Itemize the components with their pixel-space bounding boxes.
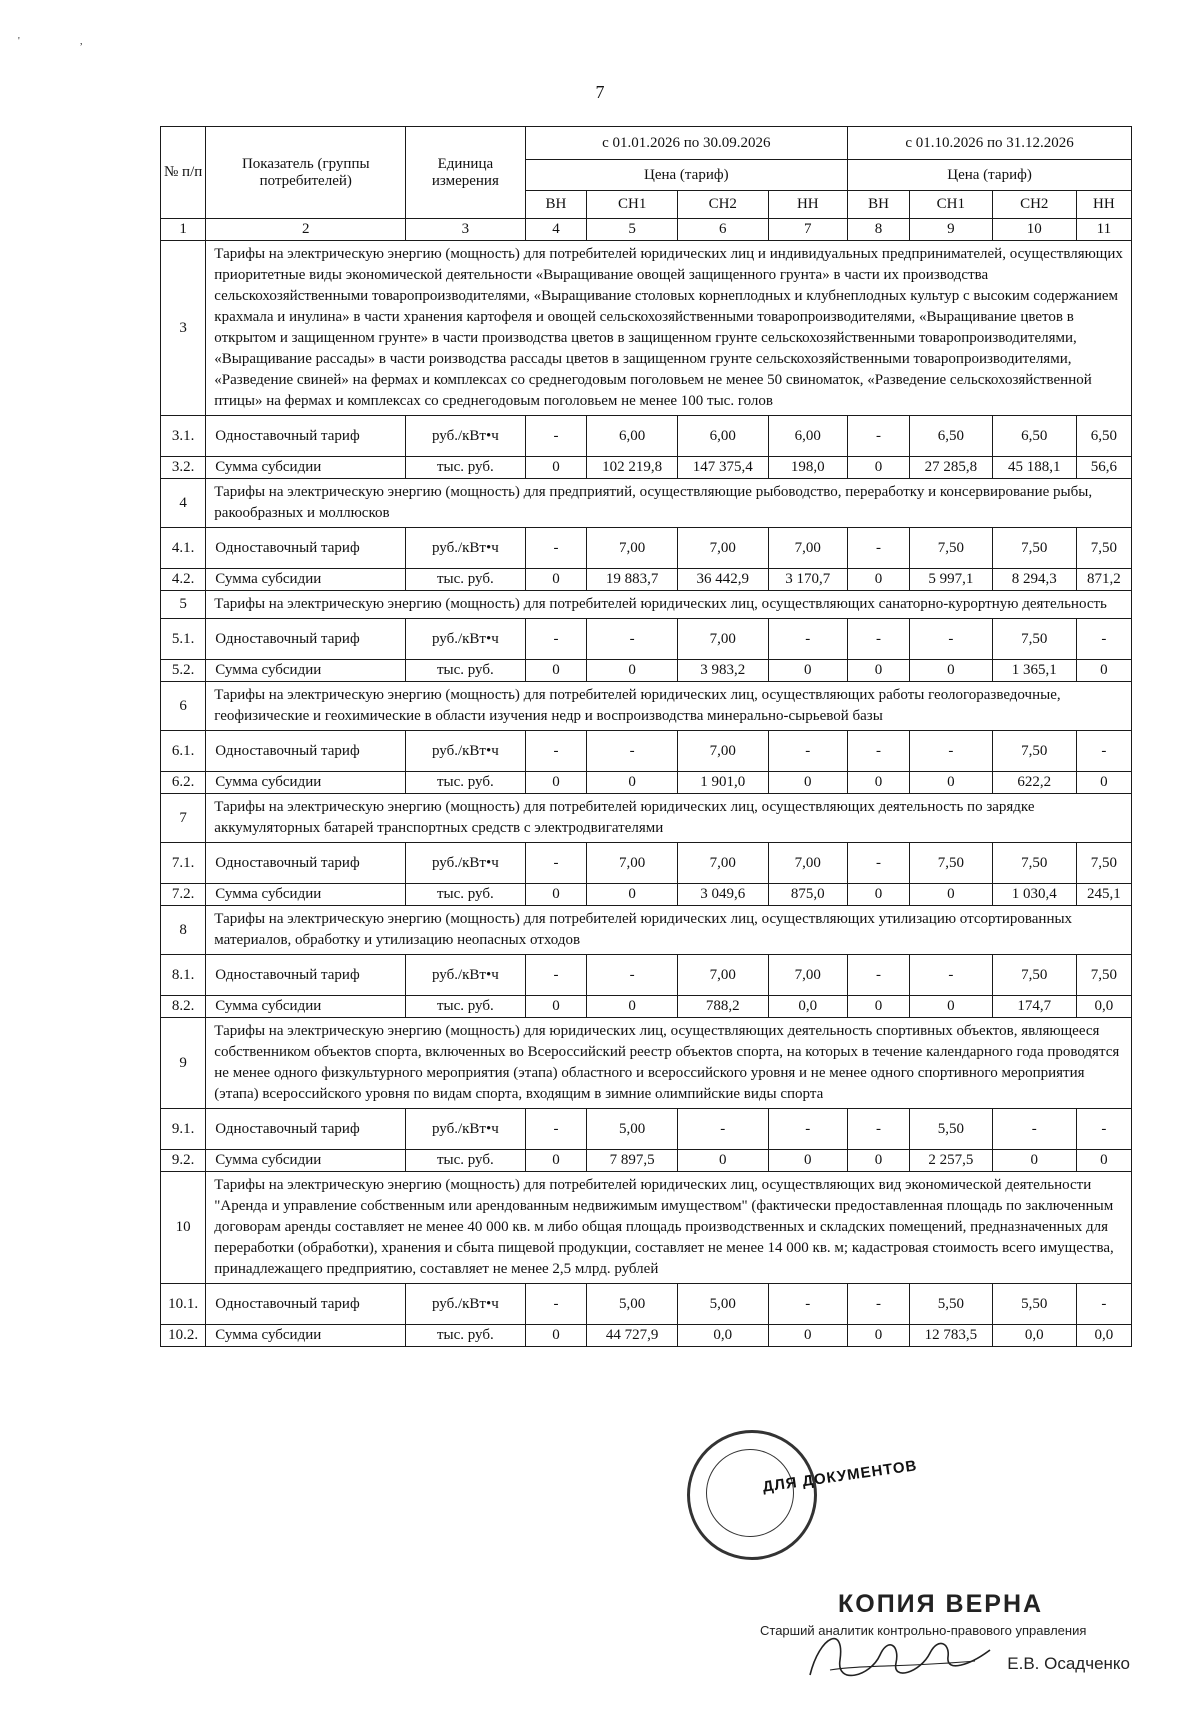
header-period-2: с 01.10.2026 по 31.12.2026 (848, 127, 1132, 160)
value-cell: 5,00 (587, 1284, 678, 1325)
certifier-role: Старший аналитик контрольно-правового управления (760, 1623, 1087, 1638)
row-number: 4.1. (161, 528, 206, 569)
round-seal (687, 1430, 817, 1560)
row-number: 6.2. (161, 772, 206, 794)
value-cell: 0 (525, 1325, 587, 1347)
subsidy-row (161, 660, 1132, 682)
value-cell: 1 030,4 (992, 884, 1076, 906)
value-cell: 1 901,0 (677, 772, 768, 794)
row-unit: тыс. руб. (406, 457, 525, 479)
value-cell: 0 (848, 457, 910, 479)
value-cell: - (848, 955, 910, 996)
value-cell: 7,50 (992, 619, 1076, 660)
value-cell: 0 (1076, 660, 1131, 682)
value-cell: 7,50 (1076, 528, 1131, 569)
value-cell: 0 (768, 660, 848, 682)
value-cell: - (1076, 731, 1131, 772)
row-indicator: Одноставочный тариф (206, 619, 406, 660)
value-cell: 0 (848, 1150, 910, 1172)
page-number: 7 (595, 82, 605, 102)
value-cell: - (848, 528, 910, 569)
row-unit: руб./кВт•ч (406, 1284, 525, 1325)
value-cell: - (848, 416, 910, 457)
value-cell: 8 294,3 (992, 569, 1076, 591)
value-cell: 0 (909, 996, 992, 1018)
row-indicator: Сумма субсидии (206, 772, 406, 794)
tariff-row (161, 955, 1132, 996)
handwritten-signature (800, 1615, 1000, 1695)
row-unit: тыс. руб. (406, 569, 525, 591)
row-indicator: Сумма субсидии (206, 660, 406, 682)
value-cell: 5 997,1 (909, 569, 992, 591)
value-cell: 7,00 (587, 843, 678, 884)
value-cell: - (848, 619, 910, 660)
subsidy-row (161, 569, 1132, 591)
section-row (161, 1018, 1132, 1109)
column-number: 8 (848, 219, 910, 241)
row-indicator: Одноставочный тариф (206, 1109, 406, 1150)
value-cell: 0 (909, 772, 992, 794)
value-cell: 5,00 (677, 1284, 768, 1325)
value-cell: 7,50 (909, 528, 992, 569)
header-level: СН1 (587, 191, 678, 219)
row-unit: тыс. руб. (406, 660, 525, 682)
subsidy-row (161, 1150, 1132, 1172)
row-unit: тыс. руб. (406, 772, 525, 794)
value-cell: - (848, 731, 910, 772)
value-cell: 198,0 (768, 457, 848, 479)
row-unit: тыс. руб. (406, 884, 525, 906)
value-cell: 12 783,5 (909, 1325, 992, 1347)
value-cell: 0 (587, 996, 678, 1018)
value-cell: 5,50 (909, 1284, 992, 1325)
value-cell: - (525, 1284, 587, 1325)
value-cell: 0 (848, 772, 910, 794)
row-number: 9.1. (161, 1109, 206, 1150)
tariff-row (161, 1284, 1132, 1325)
row-unit: руб./кВт•ч (406, 731, 525, 772)
row-number: 8.2. (161, 996, 206, 1018)
value-cell: 2 257,5 (909, 1150, 992, 1172)
value-cell: 7,00 (677, 843, 768, 884)
value-cell: 7,00 (768, 528, 848, 569)
value-cell: 147 375,4 (677, 457, 768, 479)
tariff-row (161, 528, 1132, 569)
value-cell: 0 (587, 772, 678, 794)
row-indicator: Одноставочный тариф (206, 843, 406, 884)
value-cell: 19 883,7 (587, 569, 678, 591)
section-number: 10 (161, 1172, 206, 1284)
value-cell: 45 188,1 (992, 457, 1076, 479)
row-unit: руб./кВт•ч (406, 619, 525, 660)
row-number: 5.1. (161, 619, 206, 660)
value-cell: 7,50 (909, 843, 992, 884)
row-number: 8.1. (161, 955, 206, 996)
tariff-row (161, 1109, 1132, 1150)
stamp-text: ДЛЯ ДОКУМЕНТОВ (761, 1457, 919, 1496)
value-cell: - (768, 1109, 848, 1150)
subsidy-row (161, 1325, 1132, 1347)
tariff-row (161, 416, 1132, 457)
value-cell: - (768, 619, 848, 660)
value-cell: 5,00 (587, 1109, 678, 1150)
value-cell: - (1076, 619, 1131, 660)
row-number: 4.2. (161, 569, 206, 591)
section-description: Тарифы на электрическую энергию (мощность) для предприятий, осуществляющие рыбоводство, переработку и консервирование рыбы, ракообразных и моллюсков (206, 479, 1132, 528)
value-cell: 7,00 (677, 619, 768, 660)
section-number: 9 (161, 1018, 206, 1109)
value-cell: 0 (525, 569, 587, 591)
row-unit: тыс. руб. (406, 1150, 525, 1172)
row-unit: руб./кВт•ч (406, 528, 525, 569)
row-indicator: Одноставочный тариф (206, 416, 406, 457)
row-indicator: Сумма субсидии (206, 569, 406, 591)
value-cell: 245,1 (1076, 884, 1131, 906)
row-number: 9.2. (161, 1150, 206, 1172)
value-cell: 1 365,1 (992, 660, 1076, 682)
value-cell: 0 (768, 1150, 848, 1172)
value-cell: - (768, 731, 848, 772)
column-number: 11 (1076, 219, 1131, 241)
subsidy-row (161, 884, 1132, 906)
section-description: Тарифы на электрическую энергию (мощность) для юридических лиц, осуществляющих деятельность спортивных объектов, являющееся собственником объектов спорта, включенных во Всероссийский реестр объектов спорта, на которых в течение календарного года проводятся не менее одного физкультурного мероприятия (этапа) областного и всероссийского уровня и не менее одного спортивного мероприятия (этапа) всероссийского уровня по видам спорта, входящим в зимние олимпийские виды спорта (206, 1018, 1132, 1109)
value-cell: 5,50 (992, 1284, 1076, 1325)
value-cell: 7,00 (677, 955, 768, 996)
value-cell: 788,2 (677, 996, 768, 1018)
value-cell: 7,50 (992, 843, 1076, 884)
section-row (161, 682, 1132, 731)
header-num: № п/п (161, 127, 206, 219)
subsidy-row (161, 772, 1132, 794)
header-level: СН1 (909, 191, 992, 219)
section-number: 4 (161, 479, 206, 528)
value-cell: - (848, 843, 910, 884)
header-unit: Единица измерения (406, 127, 525, 219)
subsidy-row (161, 996, 1132, 1018)
section-row (161, 479, 1132, 528)
row-number: 5.2. (161, 660, 206, 682)
value-cell: 174,7 (992, 996, 1076, 1018)
tariff-row (161, 619, 1132, 660)
value-cell: 0 (848, 884, 910, 906)
value-cell: - (909, 955, 992, 996)
value-cell: 0,0 (992, 1325, 1076, 1347)
value-cell: 0 (525, 457, 587, 479)
column-number: 1 (161, 219, 206, 241)
value-cell: - (525, 1109, 587, 1150)
value-cell: 871,2 (1076, 569, 1131, 591)
value-cell: 0 (525, 996, 587, 1018)
value-cell: 7,50 (992, 528, 1076, 569)
value-cell: - (768, 1284, 848, 1325)
column-number: 7 (768, 219, 848, 241)
value-cell: 0 (587, 884, 678, 906)
value-cell: 6,00 (587, 416, 678, 457)
certifier-name: Е.В. Осадченко (1007, 1654, 1130, 1673)
value-cell: 3 049,6 (677, 884, 768, 906)
header-level: НН (1076, 191, 1131, 219)
value-cell: - (848, 1284, 910, 1325)
row-number: 7.1. (161, 843, 206, 884)
value-cell: 6,50 (909, 416, 992, 457)
row-indicator: Одноставочный тариф (206, 1284, 406, 1325)
value-cell: 0 (909, 884, 992, 906)
value-cell: - (909, 619, 992, 660)
value-cell: 56,6 (1076, 457, 1131, 479)
value-cell: 0 (848, 569, 910, 591)
subsidy-row (161, 457, 1132, 479)
value-cell: - (1076, 1284, 1131, 1325)
value-cell: 7,50 (1076, 843, 1131, 884)
row-number: 3.1. (161, 416, 206, 457)
value-cell: - (525, 416, 587, 457)
value-cell: - (525, 731, 587, 772)
column-number: 2 (206, 219, 406, 241)
value-cell: 7,00 (768, 843, 848, 884)
section-description: Тарифы на электрическую энергию (мощность) для потребителей юридических лиц, осуществляющих деятельность по зарядке аккумуляторных батарей транспортных средств с электродвигателями (206, 794, 1132, 843)
value-cell: 0,0 (1076, 1325, 1131, 1347)
section-description: Тарифы на электрическую энергию (мощность) для потребителей юридических лиц, осуществляющих работы геологоразведочные, геофизические и геохимические в области изучения недр и воспроизводства минерально-сырьевой базы (206, 682, 1132, 731)
section-number: 6 (161, 682, 206, 731)
section-row (161, 1172, 1132, 1284)
value-cell: 3 983,2 (677, 660, 768, 682)
scan-mark-right: , (80, 36, 83, 47)
value-cell: - (587, 619, 678, 660)
row-unit: руб./кВт•ч (406, 955, 525, 996)
row-unit: руб./кВт•ч (406, 843, 525, 884)
header-indicator: Показатель (группы потребителей) (206, 127, 406, 219)
row-unit: руб./кВт•ч (406, 416, 525, 457)
value-cell: - (677, 1109, 768, 1150)
header-period-1: с 01.01.2026 по 30.09.2026 (525, 127, 848, 160)
value-cell: 7,50 (992, 955, 1076, 996)
header-level: ВН (848, 191, 910, 219)
value-cell: 7,00 (677, 528, 768, 569)
value-cell: 0 (848, 1325, 910, 1347)
value-cell: 0 (587, 660, 678, 682)
value-cell: 36 442,9 (677, 569, 768, 591)
value-cell: 0 (525, 660, 587, 682)
value-cell: 0,0 (768, 996, 848, 1018)
value-cell: 44 727,9 (587, 1325, 678, 1347)
value-cell: 7,50 (1076, 955, 1131, 996)
row-number: 10.1. (161, 1284, 206, 1325)
value-cell: 0 (525, 884, 587, 906)
section-description: Тарифы на электрическую энергию (мощность) для потребителей юридических лиц, осуществляющих вид экономической деятельности "Аренда и управление собственным или арендованным недвижимым имуществом" (фактически предоставленная площадь по заключенным договорам аренды составляет не менее 40 000 кв. м либо общая площадь производственных и складских помещений, предназначенных для переработки (обработки), хранения и сбыта пищевой продукции, составляет не менее 14 000 кв. м; кадастровая стоимость всего имущества, принадлежащего предприятию, составляет не менее 2,5 млрд. рублей (206, 1172, 1132, 1284)
value-cell: 5,50 (909, 1109, 992, 1150)
section-row (161, 906, 1132, 955)
value-cell: 875,0 (768, 884, 848, 906)
column-number: 9 (909, 219, 992, 241)
section-number: 5 (161, 591, 206, 619)
row-indicator: Одноставочный тариф (206, 731, 406, 772)
value-cell: 7,50 (992, 731, 1076, 772)
section-number: 8 (161, 906, 206, 955)
row-indicator: Сумма субсидии (206, 996, 406, 1018)
value-cell: 0 (1076, 1150, 1131, 1172)
value-cell: - (587, 731, 678, 772)
value-cell: - (525, 843, 587, 884)
value-cell: - (525, 619, 587, 660)
header-price-2: Цена (тариф) (848, 160, 1132, 191)
value-cell: 0,0 (677, 1325, 768, 1347)
section-description: Тарифы на электрическую энергию (мощность) для потребителей юридических лиц и индивидуальных предпринимателей, осуществляющих приоритетные виды экономической деятельности «Выращивание овощей защищенного грунта» в части их производства сельскохозяйственными товаропроизводителями, «Выращивание столовых корнеплодных и клубнеплодных культур с высоким содержанием крахмала и инулина» в части хранения картофеля и овощей сельскохозяйственными товаропроизводителями, «Выращивание цветов в открытом и защищенном грунте» в части производства цветов в защищенном грунте сельскохозяйственными товаропроизводителями, «Выращивание рассады» в части роизводства рассады цветов в защищенном грунте сельскохозяйственными товаропроизводителями, «Разведение свиней» на фермах и комплексах со среднегодовым поголовьем не менее 50 свиноматок, «Разведение сельскохозяйственной птицы» на фермах и комплексах со среднегодовым поголовьем не менее 100 тыс. голов (206, 241, 1132, 416)
value-cell: - (848, 1109, 910, 1150)
value-cell: 6,00 (768, 416, 848, 457)
column-number: 5 (587, 219, 678, 241)
header-level: НН (768, 191, 848, 219)
header-level: СН2 (677, 191, 768, 219)
row-indicator: Сумма субсидии (206, 1150, 406, 1172)
value-cell: 0 (909, 660, 992, 682)
value-cell: 0 (848, 660, 910, 682)
value-cell: 7,00 (587, 528, 678, 569)
column-number: 6 (677, 219, 768, 241)
row-number: 6.1. (161, 731, 206, 772)
value-cell: 0 (525, 772, 587, 794)
section-row (161, 591, 1132, 619)
section-description: Тарифы на электрическую энергию (мощность) для потребителей юридических лиц, осуществляющих санаторно-курортную деятельность (206, 591, 1132, 619)
value-cell: 6,50 (1076, 416, 1131, 457)
value-cell: 0 (768, 1325, 848, 1347)
certified-copy-title: КОПИЯ ВЕРНА (838, 1590, 1044, 1618)
value-cell: 0,0 (1076, 996, 1131, 1018)
value-cell: - (525, 528, 587, 569)
row-unit: тыс. руб. (406, 1325, 525, 1347)
value-cell: - (909, 731, 992, 772)
tariffs-table (160, 126, 1132, 1347)
value-cell: 7,00 (677, 731, 768, 772)
value-cell: 0 (848, 996, 910, 1018)
row-unit: тыс. руб. (406, 996, 525, 1018)
header-price-1: Цена (тариф) (525, 160, 848, 191)
row-indicator: Сумма субсидии (206, 1325, 406, 1347)
row-indicator: Одноставочный тариф (206, 528, 406, 569)
value-cell: 27 285,8 (909, 457, 992, 479)
row-number: 3.2. (161, 457, 206, 479)
section-description: Тарифы на электрическую энергию (мощность) для потребителей юридических лиц, осуществляющих утилизацию отсортированных материалов, обработку и утилизацию неопасных отходов (206, 906, 1132, 955)
section-row (161, 794, 1132, 843)
value-cell: 7 897,5 (587, 1150, 678, 1172)
tariff-row (161, 843, 1132, 884)
row-indicator: Сумма субсидии (206, 457, 406, 479)
value-cell: 0 (992, 1150, 1076, 1172)
value-cell: 0 (525, 1150, 587, 1172)
row-number: 10.2. (161, 1325, 206, 1347)
scan-mark-left: ' (18, 36, 20, 47)
value-cell: 3 170,7 (768, 569, 848, 591)
value-cell: - (1076, 1109, 1131, 1150)
value-cell: 102 219,8 (587, 457, 678, 479)
value-cell: 0 (1076, 772, 1131, 794)
value-cell: - (525, 955, 587, 996)
value-cell: 0 (677, 1150, 768, 1172)
value-cell: 0 (768, 772, 848, 794)
column-number: 4 (525, 219, 587, 241)
section-row (161, 241, 1132, 416)
column-number: 10 (992, 219, 1076, 241)
header-level: СН2 (992, 191, 1076, 219)
row-indicator: Сумма субсидии (206, 884, 406, 906)
value-cell: - (587, 955, 678, 996)
value-cell: 622,2 (992, 772, 1076, 794)
row-number: 7.2. (161, 884, 206, 906)
section-number: 7 (161, 794, 206, 843)
table-body (161, 241, 1132, 1347)
tariff-row (161, 731, 1132, 772)
value-cell: 7,00 (768, 955, 848, 996)
row-indicator: Одноставочный тариф (206, 955, 406, 996)
row-unit: руб./кВт•ч (406, 1109, 525, 1150)
section-number: 3 (161, 241, 206, 416)
column-number: 3 (406, 219, 525, 241)
header-level: ВН (525, 191, 587, 219)
value-cell: 6,00 (677, 416, 768, 457)
value-cell: - (992, 1109, 1076, 1150)
value-cell: 6,50 (992, 416, 1076, 457)
